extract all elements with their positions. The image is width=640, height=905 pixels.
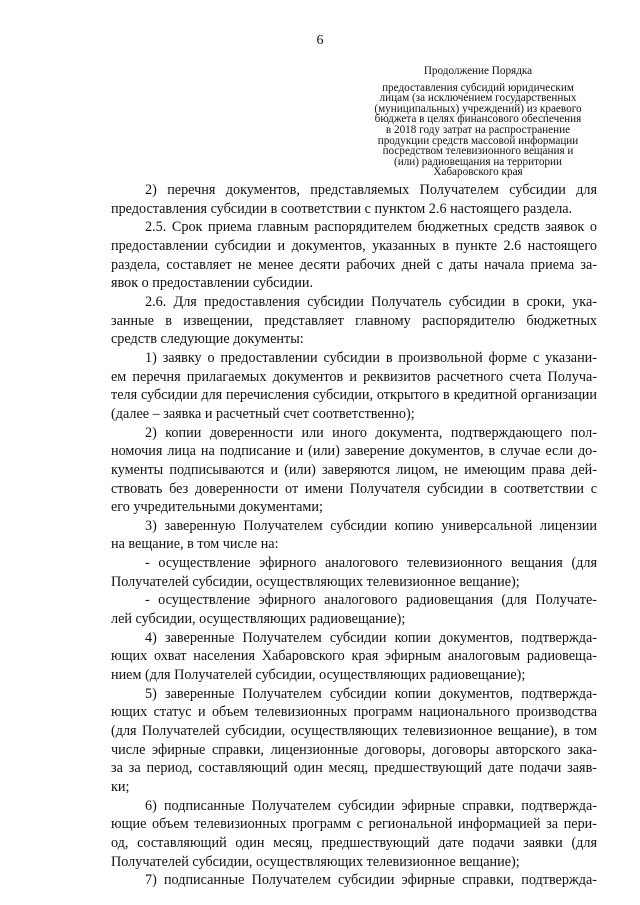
body-line: 4) заверенные Получателем субсидии копии документов, подтвержда-	[145, 629, 597, 646]
header-line: лицам (за исключением государственных	[379, 92, 577, 105]
header-line: (муниципальных) учреждений) из краевого	[374, 102, 582, 115]
body-line: предоставлении субсидии и документов, указанных в пункте 2.6 настоящего	[111, 237, 597, 254]
body-line: номочия лица на подписание и (или) заверение документов, в случае если до-	[111, 443, 597, 460]
body-line: ем перечня прилагаемых документов и реквизитов расчетного счета Получа-	[111, 368, 597, 385]
body-line: 2) копии доверенности или иного документа, подтверждающего пол-	[145, 424, 597, 441]
header-line: Продолжение Порядка	[423, 65, 533, 77]
body-line: од, составляющий один месяц, предшествующий дате подачи заявки (для	[111, 834, 597, 851]
body-line: лей субсидии, осуществляющих радиовещание);	[111, 611, 406, 628]
body-line: Получателей субсидии, осуществляющих телевизионное вещание);	[111, 573, 520, 590]
body-line: за за период, составляющий один месяц, предшествующий дате подачи заяв-	[111, 760, 597, 777]
header-line: посредством телевизионного вещания и	[382, 145, 574, 158]
body-line: раздела, составляет не менее десяти рабочих дней с даты начала приема за-	[111, 256, 597, 273]
body-line: 6) подписанные Получателем субсидии эфирные справки, подтвержда-	[145, 797, 597, 814]
body-line: теля субсидии для перечисления субсидии, открытого в кредитной организации	[111, 387, 597, 404]
body-line: 5) заверенные Получателем субсидии копии документов, подтвержда-	[145, 685, 597, 702]
body-line: 7) подписанные Получателем субсидии эфирные справки, подтвержда-	[145, 872, 597, 889]
body-line: нием (для Получателей субсидии, осуществляющих радиовещание);	[111, 667, 526, 684]
body-line: явок о предоставлении субсидии.	[111, 275, 314, 292]
body-line: 2.6. Для предоставления субсидии Получатель субсидии в сроки, ука-	[145, 293, 597, 310]
body-line: на вещание, в том числе на:	[111, 536, 279, 553]
body-line: средств следующие документы:	[111, 331, 304, 348]
page-number: 6	[316, 33, 324, 48]
body-line: ки;	[111, 779, 130, 795]
body-line: - осуществление эфирного аналогового радиовещания (для Получате-	[145, 592, 597, 609]
body-line: кументы подписываются и (или) заверяются лицом, не имеющим права дей-	[111, 461, 597, 478]
body-line: его учредительными документами;	[111, 499, 323, 516]
header-line: продукции средств массовой информации	[377, 134, 579, 147]
body-line: 3) заверенную Получателем субсидии копию универсальной лицензии	[145, 517, 597, 534]
body-line: 2.5. Срок приема главным распорядителем бюджетных средств заявок о	[145, 219, 597, 236]
body-line: ющих статус и объем телевизионных программ национального производства	[111, 704, 597, 721]
running-header	[358, 66, 598, 178]
document-body	[111, 181, 597, 890]
header-line: предоставления субсидий юридическим	[382, 81, 574, 94]
body-line: (для Получателей субсидии, осуществляющих телевизионное вещание), в том	[111, 723, 597, 740]
header-line: бюджета в целях финансового обеспечения	[374, 113, 582, 126]
body-line: ющих охват населения Хабаровского края эфирным аналоговым радиовеща-	[111, 648, 597, 665]
body-line: ющие объем телевизионных программ с региональной информацией за пери-	[111, 816, 597, 833]
body-line: числе эфирные справки, лицензионные договоры, договоры авторского зака-	[111, 741, 597, 758]
body-line: Получателей субсидии, осуществляющих телевизионное вещание);	[111, 853, 520, 870]
body-line: занные в извещении, представляет главному распорядителю бюджетных	[111, 312, 597, 329]
body-line: 2) перечня документов, представляемых Получателем субсидии для	[145, 182, 597, 198]
header-line: Хабаровского края	[433, 166, 523, 179]
body-line: 1) заявку о предоставлении субсидии в произвольной форме с указани-	[145, 349, 597, 366]
body-line: (далее – заявка и расчетный счет соответственно);	[111, 405, 415, 422]
body-line: - осуществление эфирного аналогового телевизионного вещания (для	[145, 555, 597, 572]
body-line: предоставления субсидии в соответствии с пунктом 2.6 настоящего раздела.	[111, 200, 573, 217]
header-line: в 2018 году затрат на распространение	[385, 123, 571, 136]
body-line: ствовать без доверенности от имени Получателя субсидии в соответствии с	[111, 480, 597, 497]
header-line: (или) радиовещания на территории	[394, 155, 562, 168]
